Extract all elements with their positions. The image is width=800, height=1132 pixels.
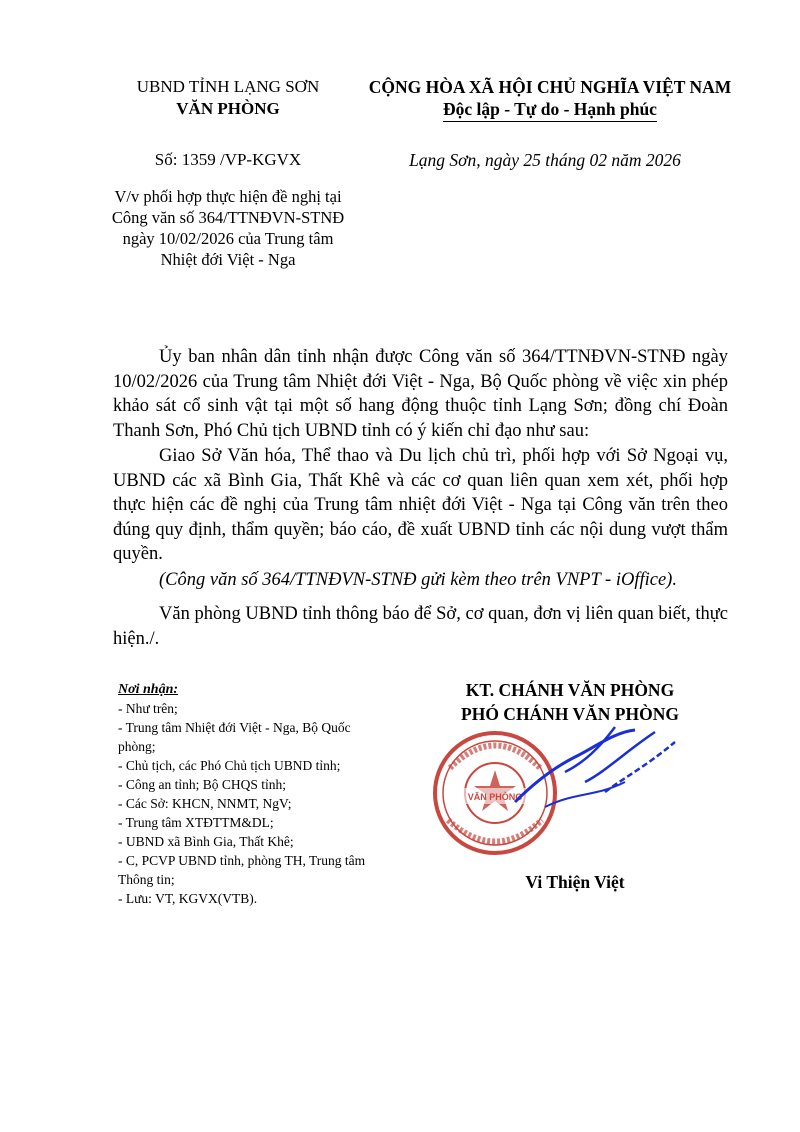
attachment-note: (Công văn số 364/TTNĐVN-STNĐ gửi kèm theo trên VNPT - iOffice). bbox=[159, 570, 677, 590]
recipient-item: - C, PCVP UBND tỉnh, phòng TH, Trung tâm Thông tin; bbox=[118, 853, 366, 887]
recipient-item: - Chủ tịch, các Phó Chủ tịch UBND tỉnh; bbox=[118, 758, 341, 773]
document-subject: V/v phối hợp thực hiện đề nghị tại Công văn số 364/TTNĐVN-STNĐ ngày 10/02/2026 của Trung tâm Nhiệt đới Việt - Nga bbox=[111, 187, 345, 269]
recipient-item: - Các Sở: KHCN, NNMT, NgV; bbox=[118, 796, 292, 811]
recipient-item: - Công an tỉnh; Bộ CHQS tỉnh; bbox=[118, 777, 287, 792]
handwritten-signature-icon bbox=[505, 712, 685, 822]
svg-text:VĂN PHÒNG: VĂN PHÒNG bbox=[467, 792, 523, 802]
body-paragraph-2: Giao Sở Văn hóa, Thể thao và Du lịch chủ trì, phối hợp với Sở Ngoại vụ, UBND các xã Bình Gia, Thất Khê và các cơ quan liên quan xem xét, phối hợp thực hiện các đề nghị của Trung tâm nhiệt đới Việt - Nga tại Công văn trên theo đúng quy định, thẩm quyền; báo cáo, đề xuất UBND tỉnh các nội dung vượt thẩm quyền. bbox=[113, 446, 728, 564]
recipient-item: - Trung tâm Nhiệt đới Việt - Nga, Bộ Quốc phòng; bbox=[118, 720, 351, 754]
recipient-item: - UBND xã Bình Gia, Thất Khê; bbox=[118, 834, 294, 849]
recipient-item: - Như trên; bbox=[118, 701, 178, 716]
signer-position: PHÓ CHÁNH VĂN PHÒNG bbox=[461, 704, 679, 724]
national-motto: Độc lập - Tự do - Hạnh phúc bbox=[443, 98, 657, 122]
recipients-title: Nơi nhận: bbox=[118, 682, 179, 697]
issuing-agency bbox=[118, 76, 338, 120]
agency-name: UBND TỈNH LẠNG SƠN bbox=[136, 77, 320, 96]
recipient-item: - Trung tâm XTĐTTM&DL; bbox=[118, 815, 274, 830]
recipients-list bbox=[118, 680, 378, 908]
country-name: CỘNG HÒA XÃ HỘI CHỦ NGHĨA VIỆT NAM bbox=[368, 77, 732, 97]
document-number: Số: 1359 /VP-KGVX bbox=[154, 150, 302, 169]
signer-name: Vi Thiện Việt bbox=[525, 872, 625, 892]
signer-authority: KT. CHÁNH VĂN PHÒNG bbox=[465, 680, 675, 700]
national-header bbox=[350, 76, 750, 122]
body-paragraph-closing: Văn phòng UBND tỉnh thông báo để Sở, cơ quan, đơn vị liên quan biết, thực hiện./. bbox=[113, 604, 728, 649]
body-paragraph-1: Ủy ban nhân dân tỉnh nhận được Công văn số 364/TTNĐVN-STNĐ ngày 10/02/2026 của Trung tâm Nhiệt đới Việt - Nga, Bộ Quốc phòng về việc xin phép khảo sát cổ sinh vật tại một số hang động thuộc tỉnh Lạng Sơn; đồng chí Đoàn Thanh Sơn, Phó Chủ tịch UBND tỉnh có ý kiến chỉ đạo như sau: bbox=[113, 347, 728, 441]
document-date: Lạng Sơn, ngày 25 tháng 02 năm 2026 bbox=[409, 150, 681, 170]
office-name: VĂN PHÒNG bbox=[176, 99, 280, 118]
recipient-item: - Lưu: VT, KGVX(VTB). bbox=[118, 891, 258, 906]
